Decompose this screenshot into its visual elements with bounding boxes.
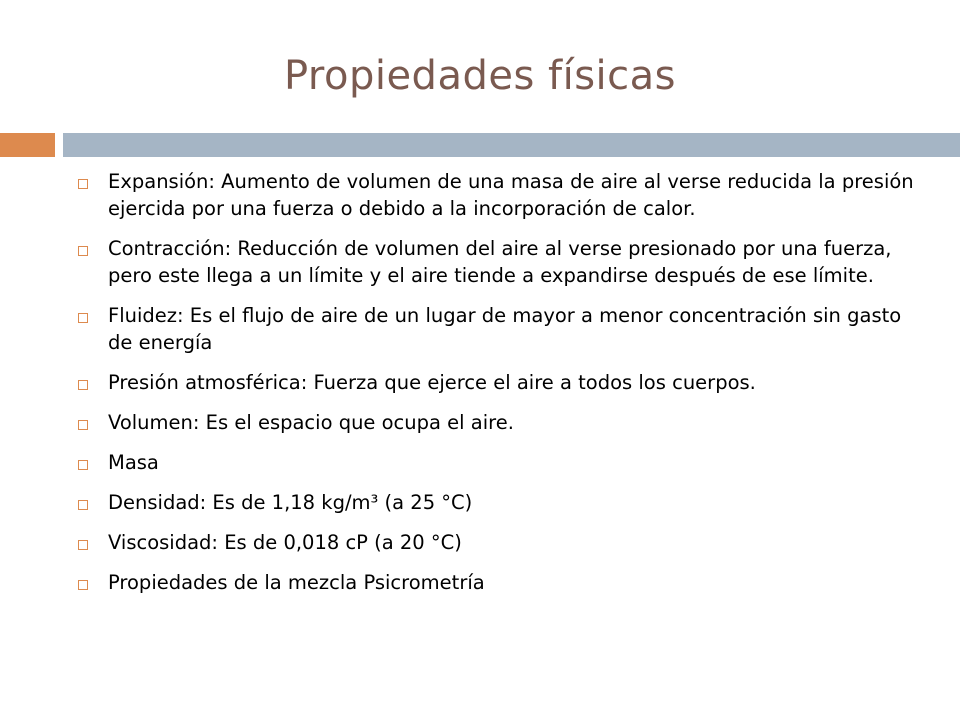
bullet-text: Viscosidad: Es de 0,018 cP (a 20 °C): [108, 531, 462, 554]
bullet-text: Volumen: Es el espacio que ocupa el aire.: [108, 411, 514, 434]
hollow-square-bullet-icon: [78, 313, 88, 323]
bullet-item-presion: [78, 369, 918, 396]
bullet-item-viscosidad: [78, 529, 918, 556]
hollow-square-bullet-icon: [78, 460, 88, 470]
bullet-item-contraccion: [78, 235, 918, 289]
bullet-item-masa: [78, 449, 918, 476]
accent-bar: [0, 133, 55, 157]
bullet-item-psicrometria: [78, 569, 918, 596]
bullet-text: Expansión: Aumento de volumen de una masa de aire al verse reducida la presión ejercida por una fuerza o debido a la incorporación de calor.: [108, 170, 914, 220]
hollow-square-bullet-icon: [78, 179, 88, 189]
title-underline-bar: [63, 133, 960, 157]
bullet-item-fluidez: [78, 302, 918, 356]
bullet-text: Presión atmosférica: Fuerza que ejerce el aire a todos los cuerpos.: [108, 371, 756, 394]
bullet-text: Fluidez: Es el flujo de aire de un lugar de mayor a menor concentración sin gasto de energía: [108, 304, 902, 354]
slide-title: Propiedades físicas: [283, 53, 677, 99]
bullet-text: Propiedades de la mezcla Psicrometría: [108, 571, 485, 594]
bullet-list: [78, 168, 918, 596]
hollow-square-bullet-icon: [78, 580, 88, 590]
bullet-item-densidad: [78, 489, 918, 516]
bullet-text: Masa: [108, 451, 159, 474]
hollow-square-bullet-icon: [78, 540, 88, 550]
hollow-square-bullet-icon: [78, 246, 88, 256]
bullet-item-volumen: [78, 409, 918, 436]
hollow-square-bullet-icon: [78, 420, 88, 430]
bullet-text: Contracción: Reducción de volumen del aire al verse presionado por una fuerza, pero este llega a un límite y el aire tiende a expandirse después de ese límite.: [108, 237, 892, 287]
bullet-text: Densidad: Es de 1,18 kg/m³ (a 25 °C): [108, 491, 473, 514]
hollow-square-bullet-icon: [78, 500, 88, 510]
hollow-square-bullet-icon: [78, 380, 88, 390]
slide-content: [78, 168, 918, 609]
bullet-item-expansion: [78, 168, 918, 222]
